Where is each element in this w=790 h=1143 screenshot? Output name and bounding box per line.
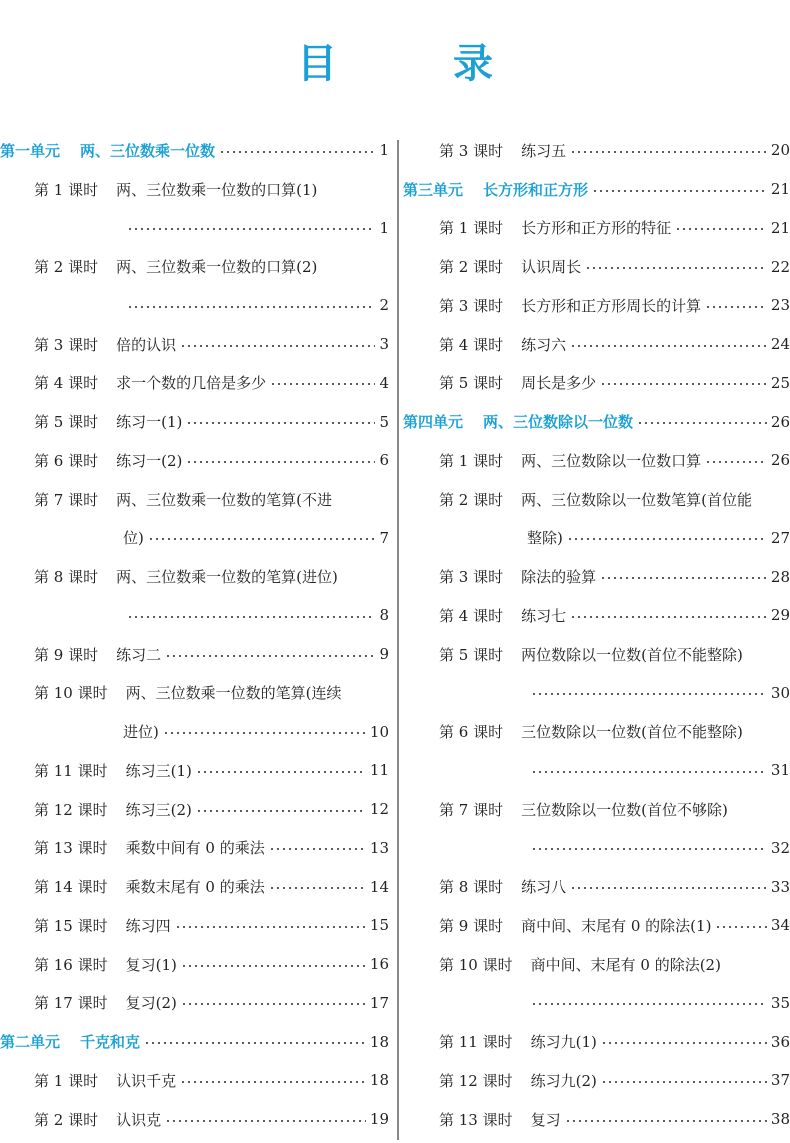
dot-leader (675, 228, 767, 230)
dot-leader (180, 345, 375, 347)
toc-lesson-row[interactable] (403, 790, 790, 829)
page-number: 36 (770, 1032, 790, 1051)
lesson-label: 第 8 课时 (34, 568, 99, 587)
lesson-label: 第 3 课时 (34, 335, 99, 354)
entry-title: 两、三位数乘一位数的笔算(不进 (116, 490, 332, 509)
lesson-label: 第 10 课时 (34, 684, 108, 703)
lesson-label: 第 10 课时 (439, 955, 513, 974)
toc-lesson-row[interactable] (403, 867, 790, 906)
toc-lesson-row[interactable] (403, 596, 790, 635)
toc-lesson-row[interactable] (403, 480, 790, 519)
lesson-label: 第 4 课时 (34, 374, 99, 393)
entry-title: 除法的验算 (521, 568, 597, 587)
page-number: 28 (770, 567, 790, 586)
toc-lesson-row[interactable] (0, 906, 389, 945)
page-number: 8 (379, 606, 389, 625)
entry-title: 练习八 (521, 878, 567, 897)
page-number: 3 (379, 335, 389, 354)
toc-lesson-row[interactable] (403, 557, 790, 596)
lesson-label: 第 9 课时 (34, 645, 99, 664)
dot-leader (592, 190, 767, 192)
lesson-label: 第 14 课时 (34, 878, 108, 897)
toc-lesson-row[interactable] (0, 829, 389, 868)
page-number: 5 (379, 412, 389, 431)
page-number: 27 (770, 528, 790, 547)
page-number: 16 (369, 955, 389, 974)
entry-title: 练习一(1) (116, 413, 183, 432)
page-number: 18 (369, 1032, 389, 1051)
dot-leader (180, 1081, 366, 1083)
dot-leader (585, 267, 767, 269)
page-number: 32 (770, 838, 790, 857)
page-number: 30 (770, 683, 790, 702)
page-number: 4 (379, 373, 389, 392)
toc-lesson-row[interactable] (0, 480, 389, 519)
entry-title: 两、三位数除以一位数 (483, 413, 634, 432)
entry-title: 整除) (527, 529, 563, 548)
toc-continuation-row[interactable] (0, 596, 389, 635)
dot-leader (186, 461, 375, 463)
toc-unit-row[interactable] (403, 170, 790, 209)
toc-lesson-row[interactable] (0, 557, 389, 596)
toc-continuation-row[interactable] (403, 751, 790, 790)
dot-leader (570, 345, 767, 347)
dot-leader (715, 926, 766, 928)
lesson-label: 第 1 课时 (439, 451, 504, 470)
dot-leader (181, 1003, 366, 1005)
page-number: 21 (770, 218, 790, 237)
dot-leader (567, 538, 767, 540)
lesson-label: 第 2 课时 (34, 258, 99, 277)
toc-lesson-row[interactable] (403, 441, 790, 480)
toc-lesson-row[interactable] (403, 286, 790, 325)
entry-title: 练习二 (116, 645, 162, 664)
lesson-label: 第 13 课时 (439, 1110, 513, 1129)
page-number: 12 (369, 800, 389, 819)
dot-leader (705, 306, 767, 308)
toc-unit-row[interactable] (0, 131, 389, 170)
entry-title: 认识克 (116, 1110, 162, 1129)
entry-title: 两位数除以一位数(首位不能整除) (521, 645, 743, 664)
entry-title: 练习七 (521, 606, 567, 625)
entry-title: 练习九(2) (530, 1071, 597, 1090)
page-number: 2 (379, 296, 389, 315)
entry-title: 复习 (530, 1110, 561, 1129)
lesson-label: 第 1 课时 (34, 180, 99, 199)
lesson-label: 第 7 课时 (439, 800, 504, 819)
dot-leader (148, 538, 376, 540)
column-divider (397, 140, 399, 1140)
page-title: 目 录 (297, 41, 531, 87)
toc-lesson-row[interactable] (403, 1022, 790, 1061)
lesson-label: 第 1 课时 (34, 1071, 99, 1090)
lesson-label: 第 13 课时 (34, 839, 108, 858)
entry-title: 练习三(2) (125, 800, 192, 819)
page-number: 21 (770, 180, 790, 199)
page-number: 1 (379, 141, 389, 160)
page-number: 19 (369, 1110, 389, 1129)
toc-lesson-row[interactable] (0, 945, 389, 984)
lesson-label: 第 6 课时 (34, 451, 99, 470)
toc-continuation-row[interactable] (403, 674, 790, 713)
entry-title: 练习九(1) (530, 1033, 597, 1052)
unit-label: 第四单元 (403, 413, 464, 432)
dot-leader (186, 422, 375, 424)
dot-leader (531, 693, 767, 695)
dot-leader (269, 887, 366, 889)
page-number: 33 (770, 877, 790, 896)
page-number: 26 (770, 412, 790, 431)
lesson-label: 第 11 课时 (439, 1033, 513, 1052)
lesson-label: 第 2 课时 (439, 258, 504, 277)
page-number: 13 (369, 838, 389, 857)
toc-continuation-row[interactable] (0, 209, 389, 248)
toc-lesson-row[interactable] (403, 1061, 790, 1100)
lesson-label: 第 12 课时 (439, 1071, 513, 1090)
page-number: 9 (379, 645, 389, 664)
toc-lesson-row[interactable] (403, 1100, 790, 1139)
toc-lesson-row[interactable] (0, 364, 389, 403)
dot-leader (600, 577, 767, 579)
toc-lesson-row[interactable] (0, 441, 389, 480)
toc-unit-row[interactable] (403, 402, 790, 441)
entry-title: 复习(2) (125, 994, 177, 1013)
entry-title: 复习(1) (125, 955, 177, 974)
page-number: 37 (770, 1071, 790, 1090)
entry-title: 三位数除以一位数(首位不够除) (521, 800, 728, 819)
lesson-label: 第 15 课时 (34, 916, 108, 935)
page-number: 24 (770, 335, 790, 354)
entry-title: 练习一(2) (116, 451, 183, 470)
toc-lesson-row[interactable] (0, 790, 389, 829)
toc-lesson-row[interactable] (403, 712, 790, 751)
toc-lesson-row[interactable] (0, 1061, 389, 1100)
entry-title: 倍的认识 (116, 335, 177, 354)
entry-title: 两、三位数乘一位数的口算(1) (116, 180, 318, 199)
lesson-label: 第 4 课时 (439, 606, 504, 625)
entry-title: 乘数中间有 0 的乘法 (125, 839, 265, 858)
dot-leader (601, 1081, 767, 1083)
page-number: 18 (369, 1071, 389, 1090)
dot-leader (531, 1003, 767, 1005)
page-number: 7 (379, 528, 389, 547)
entry-title: 长方形和正方形周长的计算 (521, 296, 702, 315)
page-number: 15 (369, 916, 389, 935)
entry-title: 位) (123, 529, 144, 548)
lesson-label: 第 9 课时 (439, 916, 504, 935)
entry-title: 两、三位数乘一位数的口算(2) (116, 258, 318, 277)
dot-leader (127, 306, 375, 308)
toc-lesson-row[interactable] (0, 751, 389, 790)
lesson-label: 第 6 课时 (439, 723, 504, 742)
toc-right-column (403, 131, 790, 1139)
dot-leader (570, 887, 767, 889)
entry-title: 进位) (123, 723, 159, 742)
page-number: 6 (379, 451, 389, 470)
entry-title: 千克和克 (80, 1033, 141, 1052)
page-number: 38 (770, 1110, 790, 1129)
dot-leader (163, 732, 366, 734)
dot-leader (531, 848, 767, 850)
entry-title: 求一个数的几倍是多少 (116, 374, 267, 393)
page-number: 20 (770, 141, 790, 160)
lesson-label: 第 5 课时 (439, 374, 504, 393)
unit-label: 第二单元 (0, 1033, 61, 1052)
entry-title: 两、三位数乘一位数的笔算(连续 (125, 684, 342, 703)
dot-leader (196, 771, 366, 773)
dot-leader (165, 1120, 366, 1122)
toc-left-column (0, 131, 389, 1139)
lesson-label: 第 17 课时 (34, 994, 108, 1013)
page-number: 31 (770, 761, 790, 780)
lesson-label: 第 1 课时 (439, 219, 504, 238)
page-number: 11 (369, 761, 389, 780)
dot-leader (637, 422, 767, 424)
lesson-label: 第 3 课时 (439, 296, 504, 315)
lesson-label: 第 4 课时 (439, 335, 504, 354)
toc-continuation-row[interactable] (403, 984, 790, 1023)
toc-lesson-row[interactable] (0, 635, 389, 674)
toc-lesson-row[interactable] (0, 402, 389, 441)
entry-title: 练习六 (521, 335, 567, 354)
page-number: 14 (369, 877, 389, 896)
entry-title: 认识周长 (521, 258, 582, 277)
dot-leader (127, 616, 375, 618)
unit-label: 第三单元 (403, 180, 464, 199)
entry-title: 商中间、末尾有 0 的除法(2) (530, 955, 721, 974)
page-number: 10 (369, 722, 389, 741)
lesson-label: 第 12 课时 (34, 800, 108, 819)
toc-unit-row[interactable] (0, 1022, 389, 1061)
toc-continuation-row[interactable] (0, 286, 389, 325)
lesson-label: 第 2 课时 (439, 490, 504, 509)
dot-leader (601, 1042, 767, 1044)
toc-continuation-row[interactable] (0, 712, 389, 751)
entry-title: 三位数除以一位数(首位不能整除) (521, 723, 743, 742)
lesson-label: 第 7 课时 (34, 490, 99, 509)
dot-leader (600, 383, 767, 385)
entry-title: 长方形和正方形 (483, 180, 589, 199)
toc-continuation-row[interactable] (403, 519, 790, 558)
toc-lesson-row[interactable] (0, 867, 389, 906)
entry-title: 练习三(1) (125, 761, 192, 780)
dot-leader (165, 655, 375, 657)
lesson-label: 第 5 课时 (34, 413, 99, 432)
entry-title: 认识千克 (116, 1071, 177, 1090)
toc-lesson-row[interactable] (0, 247, 389, 286)
lesson-label: 第 16 课时 (34, 955, 108, 974)
toc-lesson-row[interactable] (403, 364, 790, 403)
dot-leader (127, 228, 375, 230)
toc-lesson-row[interactable] (0, 170, 389, 209)
toc-lesson-row[interactable] (403, 247, 790, 286)
toc-lesson-row[interactable] (403, 906, 790, 945)
page-number: 34 (770, 916, 790, 935)
toc-continuation-row[interactable] (403, 829, 790, 868)
dot-leader (531, 771, 767, 773)
entry-title: 乘数末尾有 0 的乘法 (125, 878, 265, 897)
page-number: 22 (770, 257, 790, 276)
toc-lesson-row[interactable] (403, 945, 790, 984)
entry-title: 练习四 (125, 916, 171, 935)
toc-lesson-row[interactable] (0, 984, 389, 1023)
dot-leader (269, 848, 366, 850)
entry-title: 练习五 (521, 141, 567, 160)
toc-lesson-row[interactable] (403, 131, 790, 170)
page-number: 1 (379, 218, 389, 237)
entry-title: 周长是多少 (521, 374, 597, 393)
dot-leader (196, 810, 366, 812)
toc-lesson-row[interactable] (403, 325, 790, 364)
dot-leader (219, 151, 375, 153)
toc-lesson-row[interactable] (0, 1100, 389, 1139)
lesson-label: 第 11 课时 (34, 761, 108, 780)
lesson-label: 第 5 课时 (439, 645, 504, 664)
lesson-label: 第 3 课时 (439, 568, 504, 587)
unit-label: 第一单元 (0, 141, 61, 160)
toc-lesson-row[interactable] (0, 325, 389, 364)
dot-leader (175, 926, 366, 928)
page-number: 35 (770, 993, 790, 1012)
dot-leader (705, 461, 767, 463)
entry-title: 两、三位数乘一位数 (80, 141, 216, 160)
lesson-label: 第 2 课时 (34, 1110, 99, 1129)
entry-title: 长方形和正方形的特征 (521, 219, 672, 238)
entry-title: 两、三位数除以一位数口算 (521, 451, 702, 470)
dot-leader (565, 1120, 767, 1122)
lesson-label: 第 8 课时 (439, 878, 504, 897)
page-number: 25 (770, 373, 790, 392)
dot-leader (570, 151, 767, 153)
dot-leader (144, 1042, 366, 1044)
page-number: 26 (770, 451, 790, 470)
dot-leader (570, 616, 767, 618)
toc-lesson-row[interactable] (403, 209, 790, 248)
toc-lesson-row[interactable] (0, 674, 389, 713)
toc-continuation-row[interactable] (0, 519, 389, 558)
entry-title: 两、三位数乘一位数的笔算(进位) (116, 568, 338, 587)
page-number: 17 (369, 993, 389, 1012)
entry-title: 商中间、末尾有 0 的除法(1) (521, 916, 712, 935)
page-number: 23 (770, 296, 790, 315)
entry-title: 两、三位数除以一位数笔算(首位能 (521, 490, 752, 509)
page-number: 29 (770, 606, 790, 625)
dot-leader (181, 965, 366, 967)
lesson-label: 第 3 课时 (439, 141, 504, 160)
dot-leader (270, 383, 375, 385)
toc-lesson-row[interactable] (403, 635, 790, 674)
